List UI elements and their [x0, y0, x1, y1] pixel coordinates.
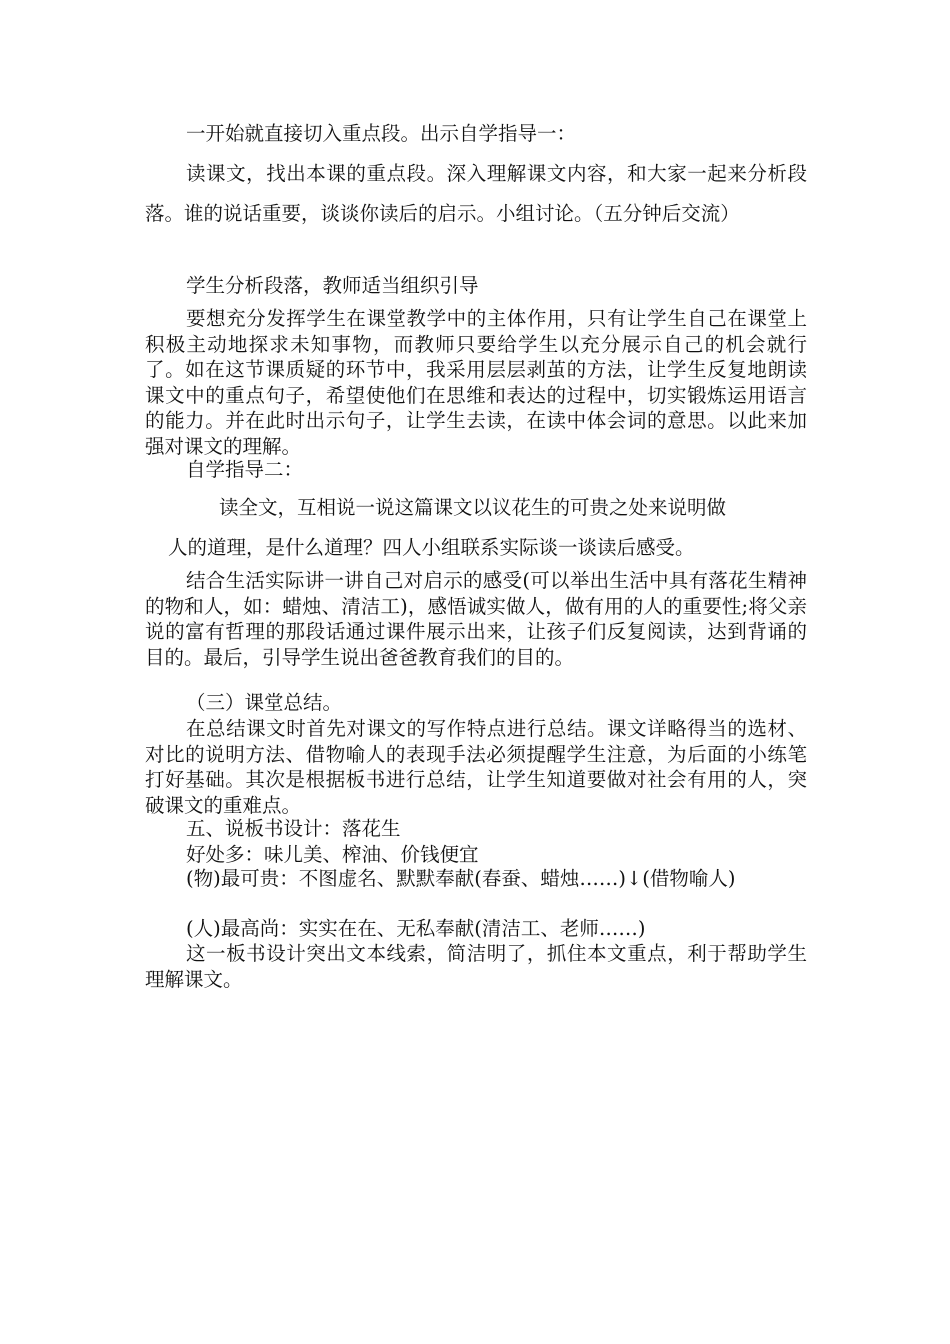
paragraph-board-benefits: 好处多：味儿美、榨油、价钱便宜 — [186, 843, 479, 866]
paragraph-student-analysis: 学生分析段落，教师适当组织引导 — [186, 274, 479, 297]
paragraph-summary-heading: （三）课堂总结。 — [186, 691, 343, 714]
paragraph-board-person: (人)最高尚：实实在在、无私奉献(清洁工、老师……) — [186, 917, 646, 940]
paragraph-guide-two-line1: 读全文，互相说一说这篇课文以议花生的可贵之处来说明做 — [219, 496, 727, 519]
paragraph-summary: 在总结课文时首先对课文的写作特点进行总结。课文详略得当的选材、对比的说明方法、借物喻人的表现手法必须提醒学生注意，为后面的小练笔打好基础。其次是根据板书进行总结，让学生知道要做对社会有用的人，突破课文的重难点。 — [145, 717, 807, 817]
paragraph-intro: 一开始就直接切入重点段。出示自学指导一： — [186, 122, 577, 145]
paragraph-teaching-approach: 要想充分发挥学生在课堂教学中的主体作用，只有让学生自己在课堂上积极主动地探求未知事物，而教师只要给学生以充分展示自己的机会就行了。如在这节课质疑的环节中，我采用层层剥茧的方法，让学生反复地朗读课文中的重点句子，希望使他们在思维和表达的过程中，切实锻炼运用语言的能力。并在此时出示句子，让学生去读，在读中体会词的意思。以此来加强对课文的理解。 — [145, 307, 807, 458]
paragraph-guide-two-heading: 自学指导二： — [186, 458, 304, 481]
paragraph-life-connection: 结合生活实际讲一讲自己对启示的感受(可以举出生活中具有落花生精神的物和人，如：蜡烛、清洁工)，感悟诚实做人，做有用的人的重要性;将父亲说的富有哲理的那段话通过课件展示出来，让孩子们反复阅读，达到背诵的目的。最后，引导学生说出爸爸教育我们的目的。 — [145, 569, 807, 669]
paragraph-board-conclusion: 这一板书设计突出文本线索，简洁明了，抓住本文重点，利于帮助学生理解课文。 — [145, 942, 807, 991]
paragraph-board-design-heading: 五、说板书设计：落花生 — [186, 817, 401, 840]
paragraph-guide-one: 读课文，找出本课的重点段。深入理解课文内容，和大家一起来分析段落。谁的说话重要，谈谈你读后的启示。小组讨论。（五分钟后交流） — [145, 162, 807, 225]
paragraph-board-object: (物)最可贵：不图虚名、默默奉献(春蚕、蜡烛……)↓(借物喻人) — [186, 867, 736, 890]
paragraph-guide-two-line2: 人的道理，是什么道理？四人小组联系实际谈一谈读后感受。 — [168, 536, 695, 559]
